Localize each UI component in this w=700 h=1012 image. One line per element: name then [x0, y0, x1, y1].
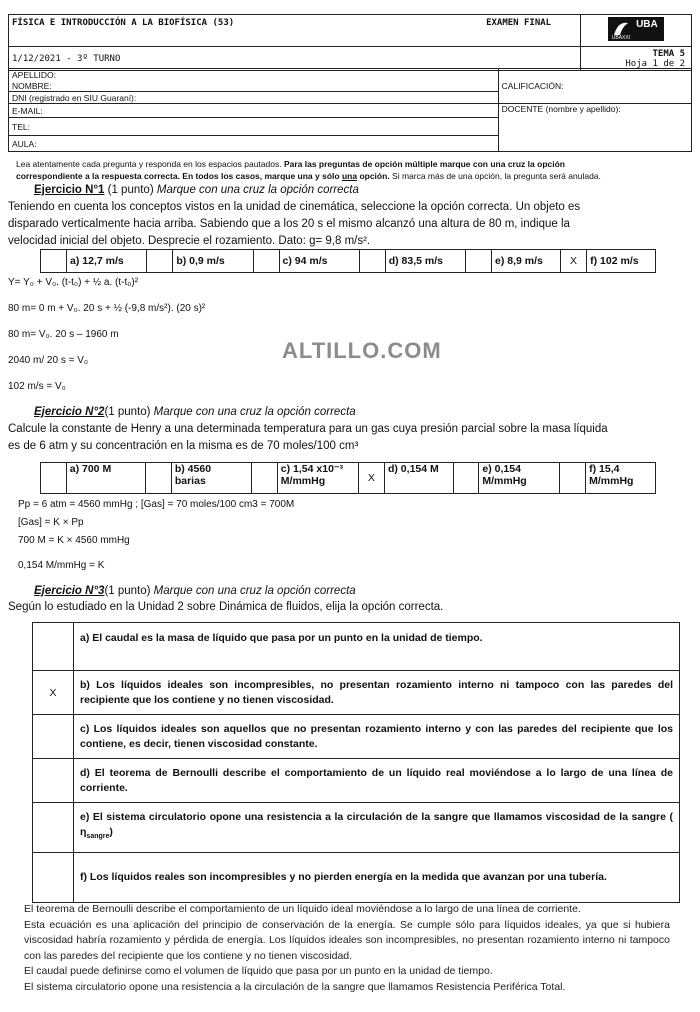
apellido-field[interactable]: APELLIDO: — [9, 69, 499, 81]
ex3-mark-c[interactable] — [33, 715, 74, 759]
ex2-solution-1: Pp = 6 atm = 4560 mmHg ; [Gas] = 70 moles/100 cm3 = 700M — [18, 499, 295, 510]
ex2-mark-d[interactable]: X — [358, 463, 384, 494]
ex1-solution-1: Y= Y₀ + V₀. (t-t₀) + ½ a. (t-t₀)² — [8, 277, 139, 288]
date-turn: 1/12/2021 - 3º TURNO — [9, 47, 581, 71]
exercise-3-statement: Según lo estudiado en la Unidad 2 sobre Dinámica de fluidos, elija la opción correcta. — [8, 601, 444, 613]
dni-field[interactable]: DNI (registrado en SIU Guaraní): — [9, 92, 499, 104]
ex2-solution-3: 700 M = K × 4560 mmHg — [18, 535, 130, 546]
exam-type: EXAMEN FINAL — [483, 15, 580, 47]
ex2-solution-2: [Gas] = K × Pp — [18, 517, 84, 528]
ex2-option-a: a) 700 M — [66, 463, 145, 494]
ex2-mark-f[interactable] — [560, 463, 586, 494]
ex3-option-e: e) El sistema circulatorio opone una resistencia a la circulación de la sangre que llamamos viscosidad de la sangre ( $\eta_{sangre}$) — [74, 803, 680, 853]
docente-field[interactable]: DOCENTE (nombre y apellido): — [498, 104, 691, 152]
exercise-1-statement: Teniendo en cuenta los conceptos vistos en la unidad de cinemática, seleccione la opción correcta. Un objeto es disparado verticalmente hacia arriba. Sabiendo que a los 20 s el mismo alcanzó una altura de 80 m, indique la velocidad inicial del objeto. Desprecie el rozamiento. Dato: g= 9,8 m/s². — [8, 201, 581, 247]
ex1-solution-3: 80 m= V₀. 20 s – 1960 m — [8, 329, 119, 340]
ex2-mark-a[interactable] — [41, 463, 67, 494]
exercise-2-statement: Calcule la constante de Henry a una determinada temperatura para un gas cuya presión parcial sobre la masa líquida es de 6 atm y su concentración en la misma es de 70 moles/100 cm³ — [8, 423, 608, 452]
ex2-mark-c[interactable] — [252, 463, 278, 494]
watermark: ALTILLO.COM — [282, 338, 442, 363]
ex2-option-d: d) 0,154 M — [384, 463, 453, 494]
ex2-solution-4: 0,154 M/mmHg = K — [18, 560, 105, 571]
ex1-option-a: a) 12,7 m/s — [67, 250, 147, 273]
ex3-option-b: b) Los líquidos ideales son incompresibles, no presentan rozamiento interno ni tampoco con las paredes del recipiente que los contiene y no tienen viscosidad. — [74, 671, 680, 715]
calificacion-field[interactable]: CALIFICACIÓN: — [498, 69, 691, 104]
exercise-1-options — [40, 249, 656, 273]
ex3-mark-e[interactable] — [33, 803, 74, 853]
ex3-option-a: a) El caudal es la masa de líquido que pasa por un punto en la unidad de tiempo. — [74, 623, 680, 671]
ex2-option-b: b) 4560 barias — [171, 463, 251, 494]
ex1-mark-a[interactable] — [41, 250, 67, 273]
ex1-mark-d[interactable] — [359, 250, 385, 273]
ex1-solution-5: 102 m/s = V₀ — [8, 381, 66, 392]
aula-field[interactable]: AULA: — [9, 136, 499, 152]
tema-label: TEMA 5 — [652, 48, 685, 59]
ex1-option-c: c) 94 m/s — [279, 250, 359, 273]
ex2-option-e: e) 0,154 M/mmHg — [479, 463, 560, 494]
ex1-option-f: f) 102 m/s — [587, 250, 656, 273]
page-number: Hoja 1 de 2 — [625, 58, 685, 69]
ex3-option-f: f) Los líquidos reales son incompresibles y no pierden energía en la medida que avanzan por una tubería. — [74, 853, 680, 903]
ex2-option-f: f) 15,4 M/mmHg — [586, 463, 656, 494]
tel-field[interactable]: TEL: — [9, 118, 499, 136]
exercise-2-heading: Ejercicio N°2(1 punto) Marque con una cruz la opción correcta — [34, 406, 356, 418]
ex1-mark-b[interactable] — [147, 250, 173, 273]
ex1-solution-4: 2040 m/ 20 s = V₀ — [8, 355, 89, 366]
exercise-3-heading: Ejercicio N°3(1 punto) Marque con una cruz la opción correcta — [34, 585, 356, 597]
student-form — [8, 68, 692, 152]
ex3-option-c: c) Los líquidos ideales son aquellos que no presentan rozamiento interno y con las paredes del recipiente que los contiene, es decir, tienen viscosidad constante. — [74, 715, 680, 759]
instructions: Lea atentamente cada pregunta y responda en los espacios pautados. Para las preguntas de opción múltiple marque con una cruz la opción correspondiente a la respuesta correcta. En todos los casos, marque una y sólo una opción. Si marca más de una opción, la pregunta será anulada. — [16, 159, 601, 181]
exercise-1-heading: Ejercicio N°1 (1 punto) Marque con una cruz la opción correcta — [34, 184, 359, 196]
ex1-mark-c[interactable] — [253, 250, 279, 273]
course-title: FÍSICA E INTRODUCCIÓN A LA BIOFÍSICA (53) — [9, 15, 484, 47]
exercise-3-options — [32, 622, 680, 903]
email-field[interactable]: E-MAIL: — [9, 104, 499, 118]
ex1-option-d: d) 83,5 m/s — [385, 250, 465, 273]
nombre-field[interactable]: NOMBRE: — [9, 81, 499, 92]
ex1-mark-f[interactable]: X — [560, 250, 586, 273]
ex1-option-b: b) 0,9 m/s — [173, 250, 253, 273]
ex1-mark-e[interactable] — [466, 250, 492, 273]
ex3-option-d: d) El teorema de Bernoulli describe el comportamiento de un líquido real moviéndose a lo largo de una línea de corriente. — [74, 759, 680, 803]
ex3-mark-d[interactable] — [33, 759, 74, 803]
uba-logo: UBA UBAXXI — [580, 15, 692, 47]
ex3-mark-f[interactable] — [33, 853, 74, 903]
ex3-explanation: El teorema de Bernoulli describe el comportamiento de un líquido ideal moviéndose a lo largo de una línea de corriente. Esta ecuación es una aplicación del principio de conservación de la energía. Se cumple sólo para líquidos ideales, ya que si hubiera viscosidad habría rozamiento y pérdida de energía. Los líquidos ideales son incompresibles, no presentan rozamiento interno ni tampoco con las paredes del recipiente que los contiene y no tienen viscosidad. El caudal puede definirse como el volumen de líquido que pasa por un punto en la unidad de tiempo. El sistema circulatorio opone una resistencia a la circulación de la sangre que llamamos Resistencia Periférica Total. — [24, 903, 670, 993]
ex3-mark-b[interactable]: X — [33, 671, 74, 715]
ex1-option-e: e) 8,9 m/s — [492, 250, 561, 273]
ex3-mark-a[interactable] — [33, 623, 74, 671]
exam-header — [8, 14, 692, 71]
ex2-mark-b[interactable] — [146, 463, 172, 494]
exercise-2-options — [40, 462, 656, 494]
ex2-option-c: c) 1,54 x10⁻³ M/mmHg — [277, 463, 358, 494]
ex2-mark-e[interactable] — [453, 463, 479, 494]
ex1-solution-2: 80 m= 0 m + V₀. 20 s + ½ (-9,8 m/s²). (20 s)² — [8, 303, 206, 314]
